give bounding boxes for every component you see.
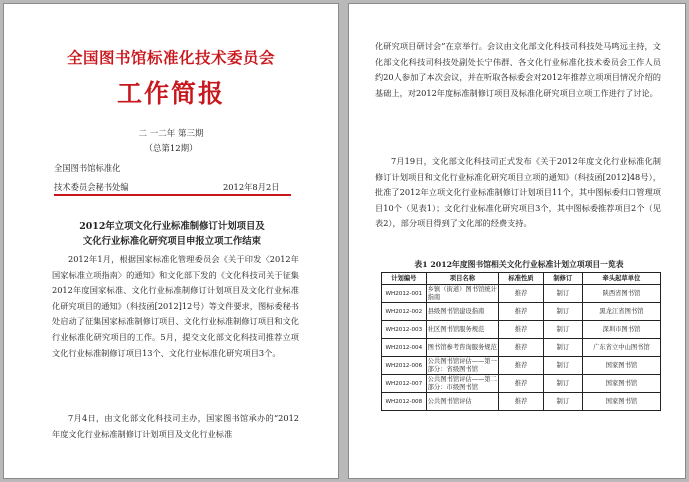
cell-lead-unit: 广东省立中山图书馆	[582, 339, 660, 357]
cell-revision-type: 制订	[543, 375, 582, 393]
cell-project-name: 公共图书馆评估——第一部分：省级图书馆	[427, 357, 497, 373]
cell-lead-unit: 国家图书馆	[582, 393, 660, 411]
table-header-row	[382, 273, 661, 285]
cell-standard-nature: 推荐	[499, 357, 544, 375]
cell-standard-nature: 推荐	[499, 339, 544, 357]
table-row	[382, 375, 661, 393]
cell-standard-nature: 推荐	[499, 375, 544, 393]
cell-lead-unit: 深圳市图书馆	[582, 321, 660, 339]
table-row	[382, 339, 661, 357]
cell-project-name: 图书馆参考咨询服务规范	[426, 339, 499, 357]
document-page-right	[348, 3, 686, 479]
bulletin-title: 工作简报	[116, 79, 225, 108]
article-paragraph-3: 化研究项目研讨会”在京举行。会议由文化部文化科技司科技处马鸣远主持，文化部文化科技司科技处副处长宁伟群、各文化行业标准化技术委员会工作人员约20人参加了本次会议，并在听取各标委会对2012年推荐立项项目情况介绍的基础上，对2012年度标准制修订项目及标准化研究项目立项工作进行了讨论。	[375, 41, 661, 98]
header-standard-nature: 标准性质	[499, 273, 544, 285]
cell-project-name: 社区图书馆服务规范	[426, 321, 499, 339]
publish-date: 2012年8月2日	[223, 182, 280, 192]
header-divider	[54, 194, 291, 196]
cell-lead-unit: 国家图书馆	[582, 357, 660, 375]
document-page-left	[3, 3, 339, 479]
header-project-name: 项目名称	[426, 273, 499, 285]
table-row	[382, 303, 661, 321]
cell-plan-number: WH2012-002	[382, 303, 427, 321]
cell-revision-type: 制订	[543, 321, 582, 339]
cell-plan-number: WH2012-001	[382, 285, 427, 303]
table-row	[382, 357, 661, 375]
editor-line-2: 技术委员会秘书处编	[54, 182, 129, 192]
article-paragraph-4: 7月19日，文化部文化科技司正式发布《关于2012年度文化行业标准化制修订计划项目和文化行业标准化研究项目立项的通知》（科技函[2012]48号），批准了2012年立项文化行业标准制修订计划项目11个，其中图标委归口管理项目10个（见表1）；文化行业标准化研究项目3个，其中图标委推荐项目2个（见表2），部分项目得到了文化部的经费支持。	[375, 156, 661, 229]
cell-project-name: 乡镇（街道）图书馆统计指南	[427, 285, 497, 301]
article-title-line-2: 文化行业标准化研究项目申报立项工作结束	[82, 236, 262, 247]
cell-standard-nature: 推荐	[499, 393, 544, 411]
cell-revision-type: 制订	[543, 393, 582, 411]
cell-project-name: 公共图书馆评估——第二部分：市级图书馆	[427, 375, 497, 391]
cell-lead-unit: 国家图书馆	[582, 375, 660, 393]
cell-plan-number: WH2012-004	[382, 339, 427, 357]
editor-line-1: 全国图书馆标准化	[54, 163, 121, 173]
cell-standard-nature: 推荐	[499, 303, 544, 321]
article-paragraph-2: 7月4日，由文化部文化科技司主办，国家图书馆承办的“2012年度文化行业标准制修订计划项目及文化行业标准	[52, 413, 299, 439]
cell-project-name: 公共图书馆评估	[426, 393, 499, 411]
cell-project-name: 县级图书馆建设指南	[426, 303, 499, 321]
cell-plan-number: WH2012-003	[382, 321, 427, 339]
org-name: 全国图书馆标准化技术委员会	[66, 48, 275, 67]
cell-revision-type: 制订	[543, 357, 582, 375]
cell-standard-nature: 推荐	[499, 321, 544, 339]
article-paragraph-1: 2012年1月，根据国家标准化管理委员会《关于印发〈2012年国家标准立项指南〉的通知》和文化部下发的《文化科技司关于征集2012年度国家标准、文化行业标准制修订计划项目及文化行业标准化研究项目的通知》（科技函[2012]12号）等文件要求，图标委秘书处启动了征集国家标准制修订项目、文化行业标准制修订项目和文化行业标准化研究项目的工作。5月，提交文化部文化科技司推荐立项文化行业标准制修订项目13个、文化行业标准化研究项目3个。	[52, 254, 299, 358]
cell-revision-type: 制订	[543, 285, 582, 303]
total-issue-number: （总第12期）	[144, 144, 198, 154]
cell-lead-unit: 陕西省图书馆	[582, 285, 660, 303]
article-title-line-1: 2012年立项文化行业标准制修订计划项目及	[79, 221, 265, 232]
cell-plan-number: WH2012-008	[382, 393, 427, 411]
cell-revision-type: 制订	[543, 339, 582, 357]
table-caption: 表1 2012年度图书馆相关文化行业标准计划立项项目一览表	[414, 260, 624, 269]
table-row	[382, 321, 661, 339]
cell-plan-number: WH2012-007	[382, 375, 427, 393]
table-row	[382, 393, 661, 411]
header-plan-number: 计划编号	[382, 273, 427, 285]
header-lead-unit: 牵头起草单位	[582, 273, 660, 285]
cell-plan-number: WH2012-006	[382, 357, 427, 375]
cell-lead-unit: 黑龙江省图书馆	[582, 303, 660, 321]
issue-number: 二 一二年 第三期	[138, 129, 204, 139]
table-row	[382, 285, 661, 303]
cell-revision-type: 制订	[543, 303, 582, 321]
cell-standard-nature: 推荐	[499, 285, 544, 303]
project-table	[381, 272, 661, 411]
header-revision-type: 制修订	[543, 273, 582, 285]
